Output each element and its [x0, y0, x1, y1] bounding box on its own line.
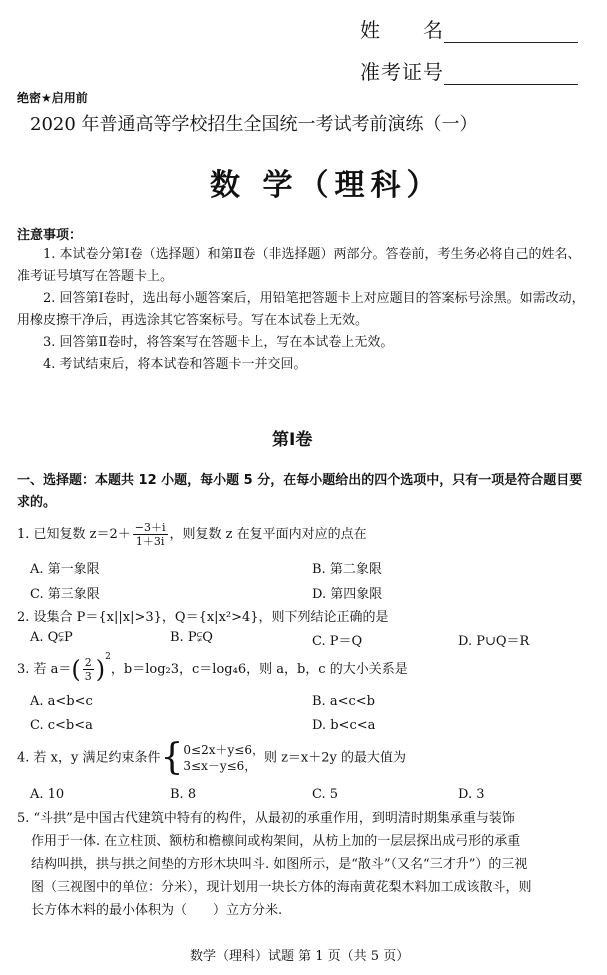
exam-id-blank-line	[444, 62, 578, 85]
q3-stem-start: 3. 若 a＝	[17, 662, 72, 677]
q4-constraint-1: 0≤2x＋y≤6，	[183, 743, 264, 757]
exam-id-label: 准考证号	[360, 60, 444, 84]
note-item-1: 1. 本试卷分第Ⅰ卷（选择题）和第Ⅱ卷（非选择题）两部分。答卷前，考生务必将自己的姓名、准考证号填写在答题卡上。	[17, 247, 581, 284]
secret-mark: 绝密★启用前	[17, 91, 88, 105]
q4-option-b: B. 8	[170, 787, 197, 802]
subject-title: 数 学（理科）	[210, 168, 443, 203]
question-3	[17, 652, 408, 684]
q2-option-a: A. Q⫋P	[30, 630, 73, 645]
q4-option-c: C. 5	[312, 787, 339, 802]
exam-title: 2020 年普通高等学校招生全国统一考试考前演练（一）	[30, 114, 478, 135]
q2-option-d: D. P∪Q＝R	[458, 634, 530, 649]
section-instructions: 一、选择题：本题共 12 小题，每小题 5 分，在每小题给出的四个选项中，只有一项是符合题目要求的。	[17, 473, 583, 510]
name-blank-line	[444, 20, 578, 43]
q5-line-3: 结构叫拱，拱与拱之间垫的方形木块叫斗. 如图所示，是“散斗”（又名“三才升”）的三视	[31, 857, 528, 872]
q4-option-d: D. 3	[458, 787, 485, 802]
note-item-4: 4. 考试结束后，将本试卷和答题卡一并交回。	[43, 357, 307, 372]
exam-id-field	[360, 56, 578, 85]
q5-line-4: 图（三视图中的单位：分米），现计划用一块长方体的海南黄花梨木料加工成该散斗，则	[31, 880, 532, 895]
q4-constraint-2: 3≤x－y≤6，	[183, 759, 257, 773]
q1-stem-end: ，则复数 z 在复平面内对应的点在	[169, 527, 367, 542]
q3-stem-end: ，b＝log₂3，c＝log₄6，则 a，b，c 的大小关系是	[110, 662, 408, 677]
question-2: 2. 设集合 P＝{x||x|>3}，Q＝{x|x²>4}，则下列结论正确的是	[17, 610, 389, 625]
q4-stem-end: 则 z＝x＋2y 的最大值为	[263, 750, 407, 766]
q1-denominator: 1＋3i	[135, 535, 165, 548]
q3-numerator: 2	[84, 656, 92, 669]
q1-option-b: B. 第二象限	[312, 562, 382, 577]
q4-stem-start: 4. 若 x，y 满足约束条件	[17, 750, 161, 766]
q3-exponent: 2	[105, 652, 111, 662]
q4-constraints	[183, 742, 264, 774]
q5-line-2: 作用于一体. 在立柱顶、额枋和檐檩间或构架间，从枋上加的一层层探出成弓形的承重	[31, 834, 521, 849]
question-5	[17, 807, 597, 922]
q1-stem-start: 1. 已知复数 z＝2＋	[17, 527, 131, 542]
q1-option-c: C. 第三象限	[30, 587, 100, 602]
question-1	[17, 521, 367, 548]
q1-fraction	[133, 521, 168, 548]
q1-option-a: A. 第一象限	[30, 562, 100, 577]
q4-brace: {	[160, 737, 184, 778]
q3-option-d: D. b<c<a	[312, 718, 376, 733]
q3-option-a: A. a<b<c	[30, 694, 93, 709]
q5-line-1: 5. “斗拱”是中国古代建筑中特有的构件，从最初的承重作用，到明清时期集承重与装饰	[17, 811, 515, 826]
q4-option-a: A. 10	[30, 787, 65, 802]
volume-title: 第Ⅰ卷	[272, 430, 313, 450]
q3-left-paren: (	[71, 655, 81, 684]
q3-fraction	[83, 656, 94, 683]
name-label: 姓 名	[360, 18, 444, 42]
q5-line-5: 长方体木料的最小体积为（ ）立方分米.	[31, 903, 283, 918]
q1-option-d: D. 第四象限	[312, 587, 383, 602]
notes-title: 注意事项：	[17, 228, 83, 243]
q2-option-c: C. P＝Q	[312, 634, 363, 649]
note-item-3: 3. 回答第Ⅱ卷时，将答案写在答题卡上，写在本试卷上无效。	[43, 335, 394, 350]
notes-list	[17, 244, 592, 376]
q3-option-c: C. c<b<a	[30, 718, 93, 733]
page-footer: 数学（理科）试题 第 1 页（共 5 页）	[190, 949, 410, 964]
name-field	[360, 14, 578, 43]
q2-option-b: B. P⫋Q	[170, 630, 213, 645]
q1-numerator: −3＋i	[134, 521, 166, 534]
question-4	[17, 737, 407, 778]
q3-option-b: B. a<c<b	[312, 694, 375, 709]
note-item-2: 2. 回答第Ⅰ卷时，选出每小题答案后，用铅笔把答题卡上对应题目的答案标号涂黑。如需改动，用橡皮擦干净后，再选涂其它答案标号。写在本试卷上无效。	[17, 291, 585, 328]
q3-right-paren: )	[95, 655, 106, 684]
q3-denominator: 3	[84, 670, 92, 683]
